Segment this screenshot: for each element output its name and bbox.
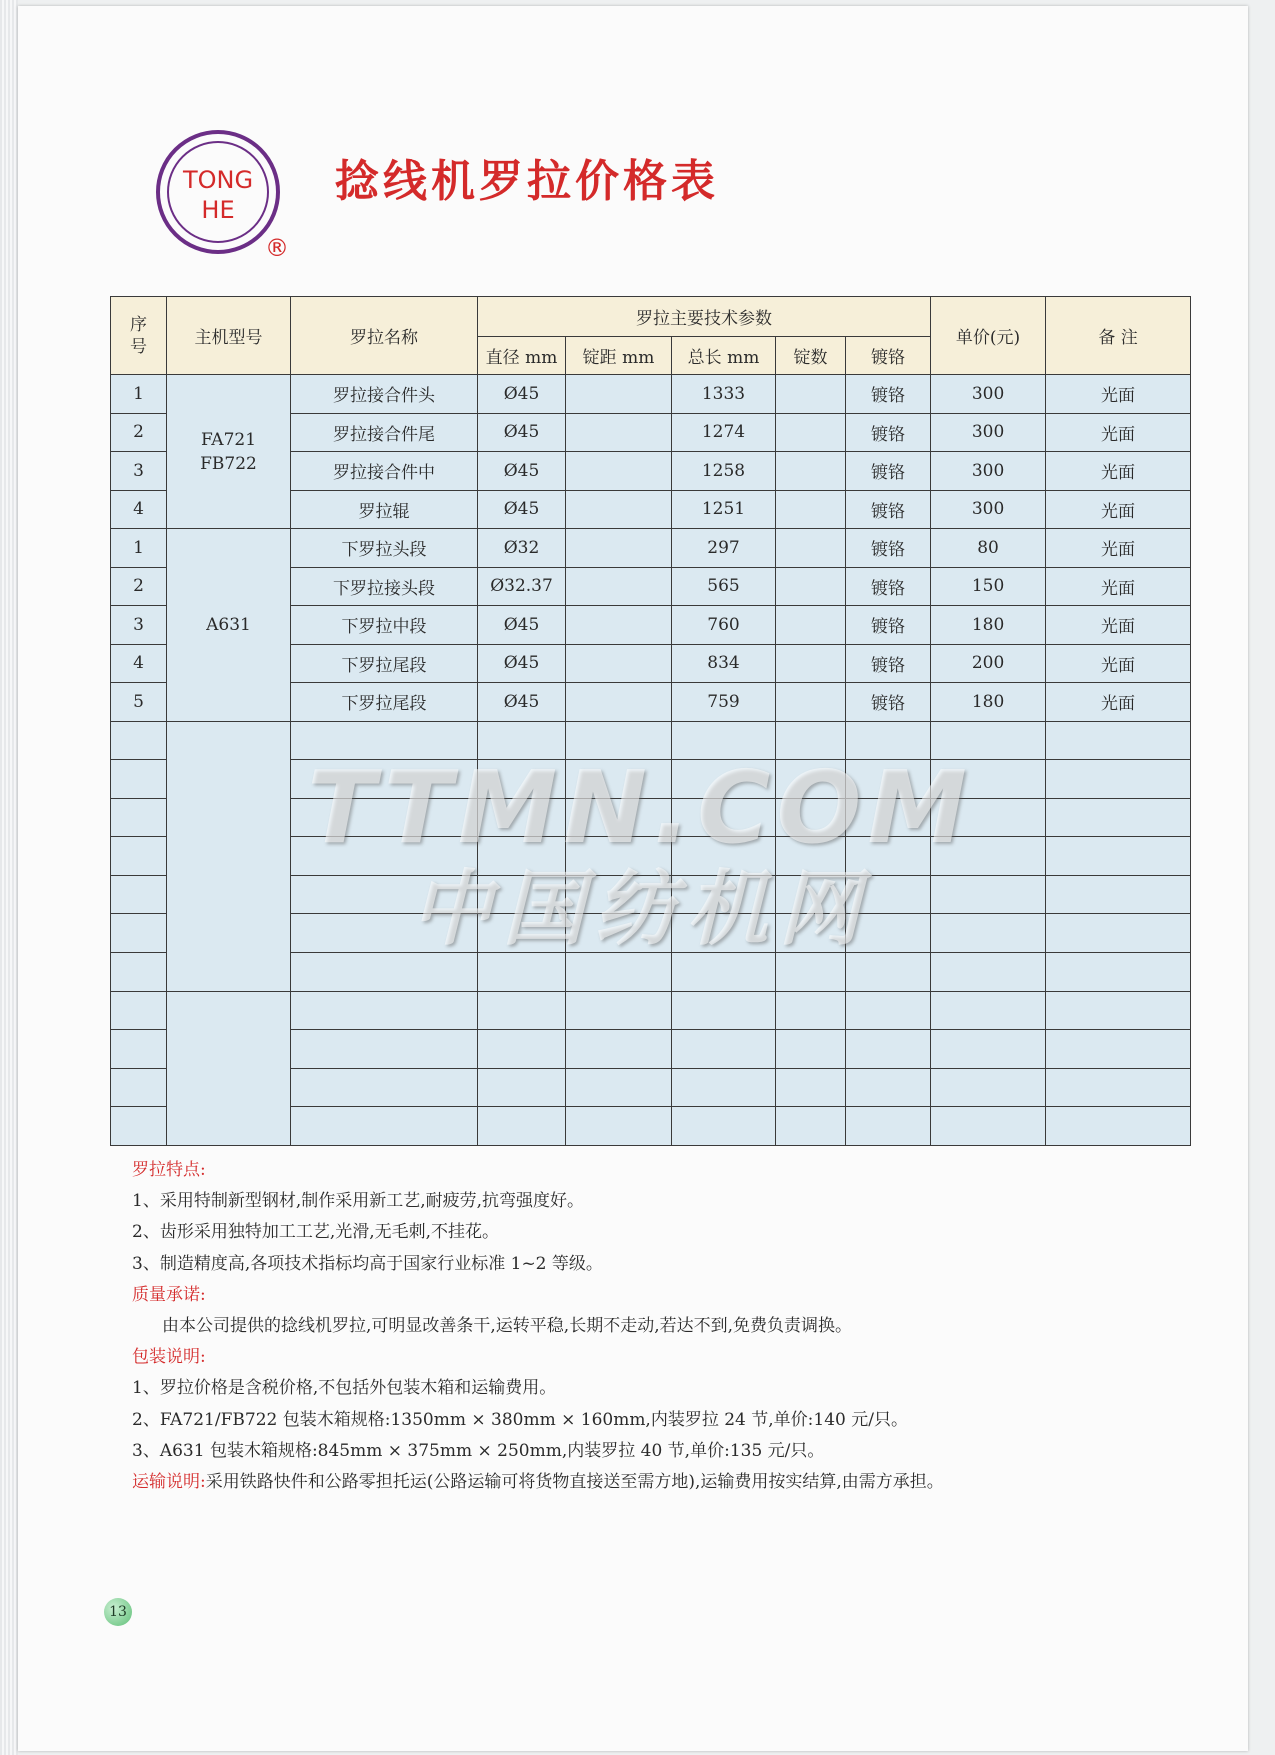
empty-cell — [566, 760, 672, 799]
page-number: 13 — [104, 1598, 132, 1626]
cell-price: 200 — [931, 644, 1046, 683]
cell-spindles — [776, 452, 846, 491]
quality-text: 由本公司提供的捻线机罗拉,可明显改善条干,运转平稳,长期不走动,若达不到,免费负责调换。 — [162, 1316, 853, 1337]
empty-cell — [566, 1030, 672, 1069]
cell-plating: 镀铬 — [846, 452, 931, 491]
cell-length: 759 — [672, 683, 776, 722]
header-params-group: 罗拉主要技术参数 — [478, 297, 931, 337]
cell-length: 760 — [672, 606, 776, 645]
cell-pitch — [566, 567, 672, 606]
empty-cell — [931, 1030, 1046, 1069]
empty-cell — [291, 991, 478, 1030]
cell-spindles — [776, 375, 846, 414]
cell-spindles — [776, 490, 846, 529]
cell-plating: 镀铬 — [846, 567, 931, 606]
watermark-line1: TTMN.COM — [307, 749, 973, 866]
cell-remark: 光面 — [1046, 529, 1191, 568]
empty-cell — [931, 875, 1046, 914]
cell-diameter: Ø45 — [478, 375, 566, 414]
cell-diameter: Ø45 — [478, 413, 566, 452]
packing-item: 2、FA721/FB722 包装木箱规格:1350mm × 380mm × 160mm,内装罗拉 24 节,单价:140 元/只。 — [132, 1409, 908, 1430]
cell-name: 下罗拉中段 — [291, 606, 478, 645]
cell-seq: 3 — [111, 606, 167, 645]
header-name: 罗拉名称 — [291, 297, 478, 375]
cell-diameter: Ø32 — [478, 529, 566, 568]
cell-seq: 3 — [111, 452, 167, 491]
cell-diameter: Ø45 — [478, 490, 566, 529]
cell-spindles — [776, 529, 846, 568]
empty-cell — [291, 953, 478, 992]
cell-remark: 光面 — [1046, 490, 1191, 529]
cell-name: 罗拉接合件中 — [291, 452, 478, 491]
empty-cell — [291, 1107, 478, 1146]
cell-price: 180 — [931, 683, 1046, 722]
page-edge — [0, 0, 18, 1755]
empty-cell — [672, 1068, 776, 1107]
empty-cell — [672, 798, 776, 837]
empty-cell — [672, 914, 776, 953]
empty-cell — [566, 953, 672, 992]
cell-price: 300 — [931, 452, 1046, 491]
page-title: 捻线机罗拉价格表 — [335, 156, 719, 207]
empty-cell — [566, 721, 672, 760]
packing-heading: 包装说明: — [132, 1347, 206, 1368]
cell-length: 1274 — [672, 413, 776, 452]
empty-cell — [931, 991, 1046, 1030]
empty-cell — [478, 798, 566, 837]
header-model: 主机型号 — [167, 297, 291, 375]
notes-section — [132, 1155, 1132, 1498]
cell-seq: 1 — [111, 375, 167, 414]
transport-heading: 运输说明: — [132, 1472, 206, 1493]
empty-row — [111, 991, 1191, 1030]
empty-row — [111, 721, 1191, 760]
header-diameter: 直径 mm — [478, 337, 566, 375]
empty-cell — [1046, 875, 1191, 914]
empty-cell — [846, 837, 931, 876]
empty-cell — [931, 953, 1046, 992]
empty-cell — [478, 1068, 566, 1107]
cell-name: 下罗拉头段 — [291, 529, 478, 568]
empty-cell — [931, 914, 1046, 953]
cell-diameter: Ø45 — [478, 683, 566, 722]
cell-plating: 镀铬 — [846, 683, 931, 722]
cell-diameter: Ø32.37 — [478, 567, 566, 606]
empty-cell — [931, 760, 1046, 799]
empty-cell — [167, 721, 291, 991]
cell-plating: 镀铬 — [846, 490, 931, 529]
empty-cell — [1046, 1068, 1191, 1107]
empty-cell — [846, 1030, 931, 1069]
empty-cell — [776, 1068, 846, 1107]
empty-cell — [478, 721, 566, 760]
cell-spindles — [776, 644, 846, 683]
empty-cell — [776, 991, 846, 1030]
empty-cell — [566, 875, 672, 914]
tonghe-logo — [150, 130, 290, 265]
cell-remark: 光面 — [1046, 452, 1191, 491]
cell-remark: 光面 — [1046, 606, 1191, 645]
cell-name: 下罗拉接头段 — [291, 567, 478, 606]
empty-cell — [846, 991, 931, 1030]
empty-cell — [931, 798, 1046, 837]
cell-remark: 光面 — [1046, 644, 1191, 683]
empty-cell — [291, 760, 478, 799]
empty-cell — [111, 798, 167, 837]
empty-cell — [776, 953, 846, 992]
cell-price: 180 — [931, 606, 1046, 645]
cell-spindles — [776, 567, 846, 606]
empty-cell — [672, 1030, 776, 1069]
empty-cell — [1046, 721, 1191, 760]
registered-mark: ® — [265, 234, 289, 262]
cell-diameter: Ø45 — [478, 452, 566, 491]
empty-cell — [846, 875, 931, 914]
cell-price: 300 — [931, 375, 1046, 414]
cell-length: 297 — [672, 529, 776, 568]
logo-text-line2: HE — [201, 196, 235, 224]
empty-cell — [111, 1030, 167, 1069]
empty-cell — [672, 953, 776, 992]
cell-length: 1258 — [672, 452, 776, 491]
cell-remark: 光面 — [1046, 567, 1191, 606]
empty-cell — [931, 1107, 1046, 1146]
cell-pitch — [566, 606, 672, 645]
cell-plating: 镀铬 — [846, 413, 931, 452]
empty-cell — [111, 875, 167, 914]
table-row — [111, 375, 1191, 414]
empty-cell — [291, 721, 478, 760]
empty-cell — [931, 721, 1046, 760]
cell-seq: 4 — [111, 644, 167, 683]
empty-cell — [776, 1030, 846, 1069]
cell-seq: 5 — [111, 683, 167, 722]
empty-cell — [931, 837, 1046, 876]
empty-cell — [111, 991, 167, 1030]
cell-model: A631 — [167, 529, 291, 722]
header-spindle-pitch: 锭距 mm — [566, 337, 672, 375]
cell-seq: 2 — [111, 413, 167, 452]
empty-cell — [776, 875, 846, 914]
empty-cell — [1046, 1107, 1191, 1146]
transport-text: 采用铁路快件和公路零担托运(公路运输可将货物直接送至需方地),运输费用按实结算,由需方承担。 — [205, 1472, 944, 1493]
cell-price: 80 — [931, 529, 1046, 568]
empty-cell — [291, 875, 478, 914]
empty-cell — [776, 798, 846, 837]
cell-pitch — [566, 375, 672, 414]
header-total-length: 总长 mm — [672, 337, 776, 375]
header-unit-price: 单价(元) — [931, 297, 1046, 375]
empty-cell — [846, 914, 931, 953]
cell-pitch — [566, 683, 672, 722]
empty-cell — [111, 914, 167, 953]
empty-cell — [478, 953, 566, 992]
empty-cell — [672, 875, 776, 914]
empty-cell — [478, 837, 566, 876]
cell-seq: 2 — [111, 567, 167, 606]
cell-pitch — [566, 452, 672, 491]
transport-line — [132, 1467, 1132, 1498]
cell-price: 300 — [931, 490, 1046, 529]
empty-cell — [111, 760, 167, 799]
cell-name: 下罗拉尾段 — [291, 644, 478, 683]
cell-plating: 镀铬 — [846, 644, 931, 683]
empty-cell — [672, 760, 776, 799]
cell-pitch — [566, 490, 672, 529]
empty-cell — [478, 914, 566, 953]
cell-model: FA721 FB722 — [167, 375, 291, 529]
empty-cell — [111, 953, 167, 992]
cell-length: 834 — [672, 644, 776, 683]
empty-cell — [846, 721, 931, 760]
cell-length: 565 — [672, 567, 776, 606]
cell-plating: 镀铬 — [846, 375, 931, 414]
packing-item: 1、罗拉价格是含税价格,不包括外包装木箱和运输费用。 — [132, 1378, 557, 1399]
empty-cell — [566, 1068, 672, 1107]
empty-cell — [478, 991, 566, 1030]
cell-name: 罗拉辊 — [291, 490, 478, 529]
cell-pitch — [566, 644, 672, 683]
header-seq: 序号 — [111, 297, 167, 375]
empty-cell — [566, 1107, 672, 1146]
empty-cell — [1046, 953, 1191, 992]
cell-length: 1333 — [672, 375, 776, 414]
cell-pitch — [566, 529, 672, 568]
cell-price: 300 — [931, 413, 1046, 452]
empty-cell — [566, 914, 672, 953]
empty-cell — [478, 1030, 566, 1069]
empty-cell — [291, 914, 478, 953]
empty-cell — [672, 721, 776, 760]
table-row — [111, 529, 1191, 568]
cell-spindles — [776, 606, 846, 645]
empty-cell — [776, 837, 846, 876]
empty-cell — [478, 760, 566, 799]
empty-cell — [291, 837, 478, 876]
empty-cell — [1046, 991, 1191, 1030]
empty-cell — [1046, 798, 1191, 837]
logo-text-line1: TONG — [182, 166, 254, 194]
empty-cell — [167, 991, 291, 1145]
empty-cell — [1046, 1030, 1191, 1069]
empty-cell — [846, 760, 931, 799]
empty-cell — [672, 991, 776, 1030]
feature-item: 1、采用特制新型钢材,制作采用新工艺,耐疲劳,抗弯强度好。 — [132, 1191, 585, 1212]
price-table — [110, 296, 1191, 1146]
cell-seq: 1 — [111, 529, 167, 568]
empty-cell — [776, 914, 846, 953]
empty-cell — [478, 1107, 566, 1146]
packing-item: 3、A631 包装木箱规格:845mm × 375mm × 250mm,内装罗拉 40 节,单价:135 元/只。 — [132, 1440, 825, 1461]
empty-cell — [478, 875, 566, 914]
empty-cell — [291, 1030, 478, 1069]
empty-cell — [291, 1068, 478, 1107]
cell-seq: 4 — [111, 490, 167, 529]
empty-cell — [776, 760, 846, 799]
empty-cell — [1046, 760, 1191, 799]
empty-cell — [566, 991, 672, 1030]
empty-cell — [111, 837, 167, 876]
cell-name: 罗拉接合件尾 — [291, 413, 478, 452]
cell-plating: 镀铬 — [846, 606, 931, 645]
empty-cell — [672, 837, 776, 876]
empty-cell — [931, 1068, 1046, 1107]
cell-remark: 光面 — [1046, 413, 1191, 452]
feature-item: 2、齿形采用独特加工工艺,光滑,无毛刺,不挂花。 — [132, 1222, 500, 1243]
empty-cell — [111, 1107, 167, 1146]
empty-cell — [846, 1107, 931, 1146]
cell-spindles — [776, 683, 846, 722]
cell-plating: 镀铬 — [846, 529, 931, 568]
header-spindle-count: 锭数 — [776, 337, 846, 375]
cell-remark: 光面 — [1046, 683, 1191, 722]
empty-cell — [1046, 914, 1191, 953]
cell-diameter: Ø45 — [478, 644, 566, 683]
cell-price: 150 — [931, 567, 1046, 606]
empty-cell — [566, 837, 672, 876]
cell-name: 下罗拉尾段 — [291, 683, 478, 722]
quality-heading: 质量承诺: — [132, 1284, 206, 1305]
empty-cell — [846, 1068, 931, 1107]
table-body — [111, 375, 1191, 1146]
cell-name: 罗拉接合件头 — [291, 375, 478, 414]
cell-diameter: Ø45 — [478, 606, 566, 645]
empty-cell — [1046, 837, 1191, 876]
empty-cell — [776, 721, 846, 760]
empty-cell — [846, 953, 931, 992]
features-heading: 罗拉特点: — [132, 1160, 206, 1180]
empty-cell — [846, 798, 931, 837]
empty-cell — [566, 798, 672, 837]
empty-cell — [111, 721, 167, 760]
empty-cell — [111, 1068, 167, 1107]
cell-pitch — [566, 413, 672, 452]
empty-cell — [672, 1107, 776, 1146]
cell-length: 1251 — [672, 490, 776, 529]
empty-cell — [776, 1107, 846, 1146]
cell-spindles — [776, 413, 846, 452]
header-remarks: 备 注 — [1046, 297, 1191, 375]
watermark-line2: 中国纺机网 — [410, 862, 870, 957]
feature-item: 3、制造精度高,各项技术指标均高于国家行业标准 1~2 等级。 — [132, 1253, 603, 1274]
empty-cell — [291, 798, 478, 837]
cell-remark: 光面 — [1046, 375, 1191, 414]
header-plating: 镀铬 — [846, 337, 931, 375]
